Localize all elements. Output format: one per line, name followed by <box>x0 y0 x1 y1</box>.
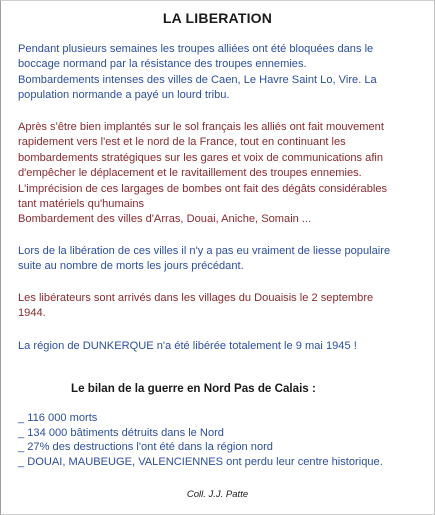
collection-credit: Coll. J.J. Patte <box>186 489 249 500</box>
paragraph-dunkerque <box>18 339 423 354</box>
paragraph-line: d'empêcher le déplacement et le ravitaillement des troupes ennemies. <box>18 167 362 180</box>
paragraph-line: Les libérateurs sont arrivés dans les villages du Douaisis le 2 septembre <box>18 292 374 304</box>
bilan-heading: Le bilan de la guerre en Nord Pas de Calais : <box>71 382 316 395</box>
paragraph-line: bombardements stratégiques sur les gares et voix de communications afin <box>18 151 384 164</box>
paragraph-line: Bombardement des villes d'Arras, Douai, Aniche, Somain ... <box>18 213 312 226</box>
list-item: _ DOUAI, MAUBEUGE, VALENCIENNES ont perdu leur centre historique. <box>18 455 383 468</box>
paragraph-line: rapidement vers l'est et le nord de la France, tout en continuant les <box>18 136 346 149</box>
list-item: _ 134 000 bâtiments détruits dans le Nord <box>18 426 224 439</box>
paragraph-line: Après s'être bien implantés sur le sol français les alliés ont fait mouvement <box>18 121 384 133</box>
bilan-list <box>18 411 383 469</box>
paragraph-line: 1944. <box>18 307 46 320</box>
paragraph-line: La région de DUNKERQUE n'a été libérée totalement le 9 mai 1945 ! <box>18 340 357 352</box>
paragraph-line: population normande a payé un lourd tribu. <box>18 89 230 102</box>
paragraph-line: Pendant plusieurs semaines les troupes alliées ont été bloquées dans le <box>18 43 374 55</box>
paragraph-line: L'imprécision de ces largages de bombes ont fait des dégâts considérables <box>18 182 388 195</box>
paragraph-normandy <box>18 42 423 104</box>
paragraph-douaisis <box>18 291 423 322</box>
page-title: LA LIBERATION <box>162 10 273 26</box>
paragraph-liberation <box>18 244 423 275</box>
paragraph-line: boccage normand par la résistance des troupes ennemies. <box>18 58 307 71</box>
list-item: _ 116 000 morts <box>18 412 98 424</box>
paragraph-line: suite au nombre de morts les jours précédant. <box>18 260 244 273</box>
paragraph-line: Bombardements intenses des villes de Caen, Le Havre Saint Lo, Vire. La <box>18 73 377 86</box>
list-item: _ 27% des destructions l'ont été dans la région nord <box>18 441 273 454</box>
paragraph-advance <box>18 120 423 228</box>
paragraph-line: tant matériels qu'humains <box>18 198 145 211</box>
paragraph-line: Lors de la libération de ces villes il n'y a pas eu vraiment de liesse populaire <box>18 245 391 257</box>
